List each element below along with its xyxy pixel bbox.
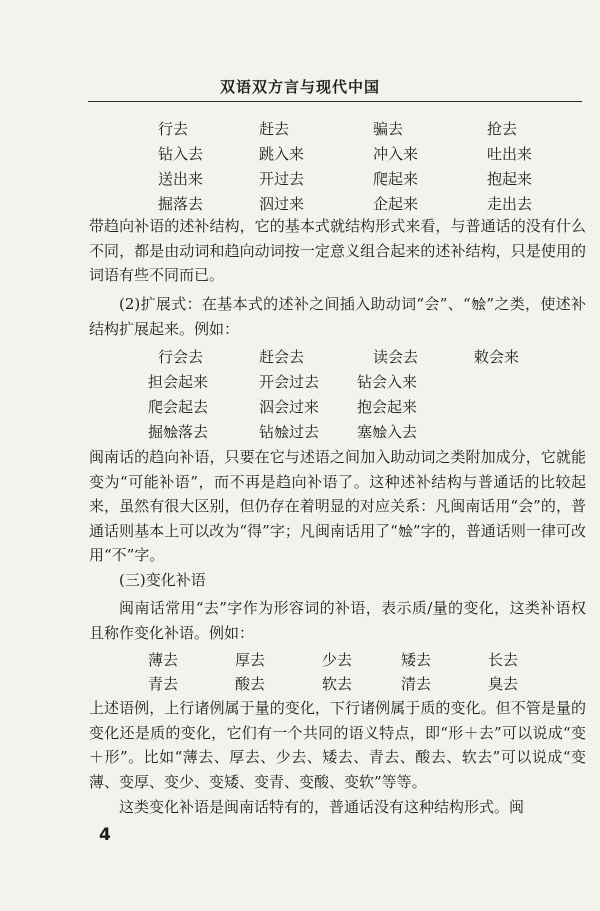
word-example: 赶去 — [259, 120, 290, 138]
word-example: 酸去 — [235, 675, 266, 693]
word-example: 行去 — [158, 120, 189, 138]
word-example: 吐出来 — [487, 145, 533, 163]
word-example: 臭去 — [488, 675, 519, 693]
word-example: 开过去 — [259, 170, 305, 188]
word-example: 担会起来 — [148, 373, 209, 391]
body-paragraph: 上述语例，上行诸例属于量的变化，下行诸例属于质的变化。但不管是量的变化还是质的变化，它们有一个共同的语义特点，即“形＋去”可以说成“变＋形”。比如“薄去、厚去、少去、矮去、青去、酸去、软去”可以说成“变薄、变厚、变少、变矮、变青、变酸、变软”等等。 — [89, 699, 586, 791]
word-example: 泅会过来 — [259, 398, 320, 416]
word-example: 敕会来 — [474, 348, 520, 366]
word-example: 抱会起来 — [357, 398, 418, 416]
word-example: 青去 — [148, 675, 179, 693]
word-example: 厚去 — [235, 651, 266, 669]
word-example: 钻会入来 — [357, 373, 418, 391]
body-paragraph: 闽南话的趋向补语，只要在它与述语之间加入助动词之类附加成分，它就能变为“可能补语”，而不再是趋向补语了。这种述补结构与普通话的比较起来，虽然有很大区别，但仍存在着明显的对应关系：凡闽南话用“会”的，普通话则基本上可以改为“得”字；凡闽南话用了“𫧃”字的，普通话则一律可改用“不”字。 — [89, 448, 586, 564]
word-example: 软去 — [322, 675, 353, 693]
word-example: 钻𫧃过去 — [259, 423, 320, 441]
word-example: 开会过去 — [259, 373, 320, 391]
word-example: 走出去 — [487, 195, 533, 213]
word-example: 抢去 — [487, 120, 518, 138]
word-example: 读会去 — [373, 348, 419, 366]
word-example: 长去 — [488, 651, 519, 669]
word-example: 送出来 — [158, 170, 204, 188]
word-example: 掘𫧃落去 — [148, 423, 209, 441]
word-example: 冲入来 — [373, 145, 419, 163]
page-number: 4 — [99, 825, 111, 845]
body-paragraph: (2)扩展式：在基本式的述补之间插入助动词“会”、“𫧃”之类，使述补结构扩展起来。例如： — [89, 295, 586, 338]
word-example: 掘落去 — [158, 195, 204, 213]
word-example: 清去 — [401, 675, 432, 693]
header-divider — [88, 101, 582, 102]
word-example: 矮去 — [401, 651, 432, 669]
word-example: 钻入去 — [158, 145, 204, 163]
word-example: 赶会去 — [259, 348, 305, 366]
word-example: 泅过来 — [259, 195, 305, 213]
word-example: 抱起来 — [487, 170, 533, 188]
word-example: 企起来 — [373, 195, 419, 213]
running-header-title: 双语双方言与现代中国 — [219, 78, 380, 96]
body-paragraph: 闽南话常用“去”字作为形容词的补语，表示质/量的变化，这类补语权且称作变化补语。例如： — [89, 599, 586, 642]
word-example: 少去 — [322, 651, 353, 669]
word-example: 骗去 — [373, 120, 404, 138]
word-example: 薄去 — [148, 651, 179, 669]
word-example: 塞𫧃入去 — [357, 423, 418, 441]
section-heading: (三)变化补语 — [119, 571, 206, 589]
body-paragraph: 这类变化补语是闽南话特有的，普通话没有这种结构形式。闽 — [119, 798, 525, 816]
word-example: 跳入来 — [259, 145, 305, 163]
word-example: 行会去 — [158, 348, 204, 366]
body-paragraph: 带趋向补语的述补结构，它的基本式就结构形式来看，与普通话的没有什么不同，都是由动词和趋向动词按一定意义组合起来的述补结构，只是使用的词语有些不同而已。 — [89, 217, 586, 284]
word-example: 爬会起去 — [148, 398, 209, 416]
word-example: 爬起来 — [373, 170, 419, 188]
